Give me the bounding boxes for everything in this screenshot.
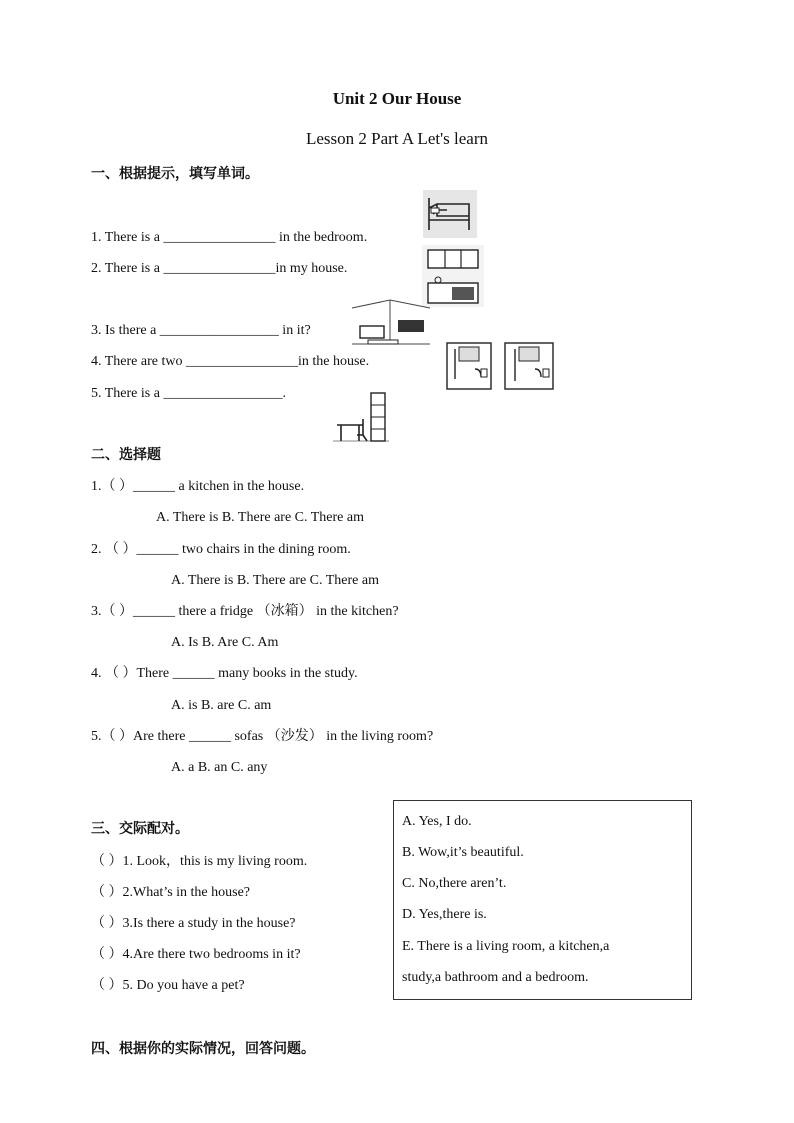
choice-question-5: 5.（ ）Are there ______ sofas （沙发） in the living room? bbox=[91, 729, 434, 744]
choice-question-2: 2. （ ）______ two chairs in the dining room. bbox=[91, 542, 351, 557]
bathroom-icon bbox=[445, 339, 493, 391]
choice-question-3: 3.（ ）______ there a fridge （冰箱） in the kitchen? bbox=[91, 604, 399, 619]
match-question-2: （ ）2.What’s in the house? bbox=[91, 885, 251, 900]
fill-item-1: 1. There is a ________________ in the bedroom. bbox=[91, 230, 368, 245]
kitchen-icon bbox=[422, 245, 484, 307]
section3-heading: 三、交际配对。 bbox=[91, 821, 189, 837]
match-answer-d: D. Yes,there is. bbox=[402, 907, 487, 922]
match-answer-c: C. No,there aren’t. bbox=[402, 876, 507, 891]
choice-question-4: 4. （ ）There ______ many books in the study. bbox=[91, 666, 358, 681]
choice-options-3: A. Is B. Are C. Am bbox=[171, 635, 279, 650]
fill-item-5: 5. There is a _________________. bbox=[91, 386, 286, 401]
choice-options-2: A. There is B. There are C. There am bbox=[171, 573, 379, 588]
bathroom-icon bbox=[503, 341, 555, 393]
page-title: Unit 2 Our House bbox=[332, 89, 462, 108]
page-subtitle: Lesson 2 Part A Let's learn bbox=[305, 129, 488, 148]
match-question-5: （ ）5. Do you have a pet? bbox=[91, 978, 245, 993]
fill-item-3: 3. Is there a _________________ in it? bbox=[91, 323, 311, 338]
bed-icon bbox=[423, 190, 477, 238]
section2-heading: 二、选择题 bbox=[91, 447, 161, 463]
choice-options-1: A. There is B. There are C. There am bbox=[156, 510, 364, 525]
match-answer-e-cont: study,a bathroom and a bedroom. bbox=[402, 970, 589, 985]
study-icon bbox=[333, 391, 389, 449]
match-answer-b: B. Wow,it’s beautiful. bbox=[402, 845, 524, 860]
choice-question-1: 1.（ ）______ a kitchen in the house. bbox=[91, 479, 305, 494]
match-question-3: （ ）3.Is there a study in the house? bbox=[91, 916, 296, 931]
match-answer-e: E. There is a living room, a kitchen,a bbox=[402, 939, 610, 954]
section1-heading: 一、根据提示，填写单词。 bbox=[91, 166, 259, 182]
fill-item-2: 2. There is a ________________in my house. bbox=[91, 261, 348, 276]
fill-item-4: 4. There are two ________________in the house. bbox=[91, 354, 370, 369]
living-room-icon bbox=[350, 300, 430, 352]
match-question-4: （ ）4.Are there two bedrooms in it? bbox=[91, 947, 301, 962]
choice-options-4: A. is B. are C. am bbox=[171, 698, 272, 713]
choice-options-5: A. a B. an C. any bbox=[171, 760, 268, 775]
match-question-1: （ ）1. Look，this is my living room. bbox=[91, 854, 308, 869]
match-answer-a: A. Yes, I do. bbox=[402, 814, 472, 829]
section4-heading: 四、根据你的实际情况，回答问题。 bbox=[91, 1041, 315, 1057]
